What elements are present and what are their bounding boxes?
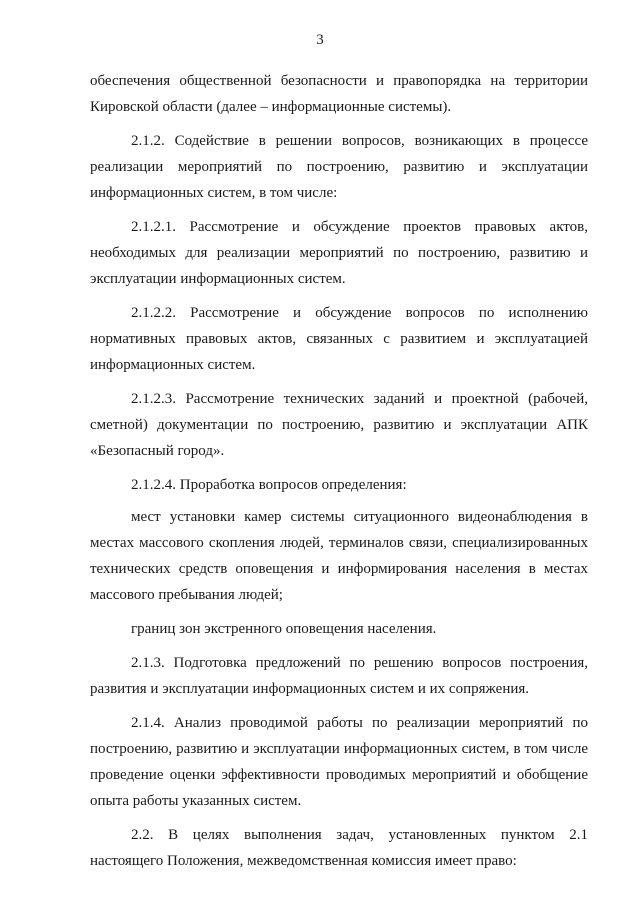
page-number: 3 [316,32,324,48]
paragraph-2-1-2-2: 2.1.2.2. Рассмотрение и обсуждение вопросов по исполнению нормативных правовых актов, связанных с развитием и эксплуатацией информационных систем. [90,305,588,373]
paragraph-2-1-2-3: 2.1.2.3. Рассмотрение технических заданий и проектной (рабочей, сметной) документации по построению, развитию и эксплуатации АПК «Безопасный город». [90,391,588,459]
paragraph-camera-locations: мест установки камер системы ситуационного видеонаблюдения в местах массового скопления людей, терминалов связи, специализированных технических средств оповещения и информирования населения в местах массового пребывания людей; [90,509,588,603]
paragraph-continuation: обеспечения общественной безопасности и правопорядка на территории Кировской области (далее – информационные системы). [90,73,588,115]
document-body [90,68,588,882]
paragraph-alert-zones: границ зон экстренного оповещения населения. [131,621,437,637]
paragraph-2-1-2: 2.1.2. Содействие в решении вопросов, возникающих в процессе реализации мероприятий по построению, развитию и эксплуатации информационных систем, в том числе: [90,133,588,201]
paragraph-2-1-3: 2.1.3. Подготовка предложений по решению вопросов построения, развития и эксплуатации информационных систем и их сопряжения. [90,655,588,697]
paragraph-2-2: 2.2. В целях выполнения задач, установленных пунктом 2.1 настоящего Положения, межведомственная комиссия имеет право: [90,827,588,869]
paragraph-2-1-2-1: 2.1.2.1. Рассмотрение и обсуждение проектов правовых актов, необходимых для реализации мероприятий по построению, развитию и эксплуатации информационных систем. [90,219,588,287]
paragraph-2-1-4: 2.1.4. Анализ проводимой работы по реализации мероприятий по построению, развитию и эксплуатации информационных систем, в том числе проведение оценки эффективности проводимых мероприятий и обобщение опыта работы указанных систем. [90,715,588,809]
paragraph-2-1-2-4: 2.1.2.4. Проработка вопросов определения: [131,477,407,493]
